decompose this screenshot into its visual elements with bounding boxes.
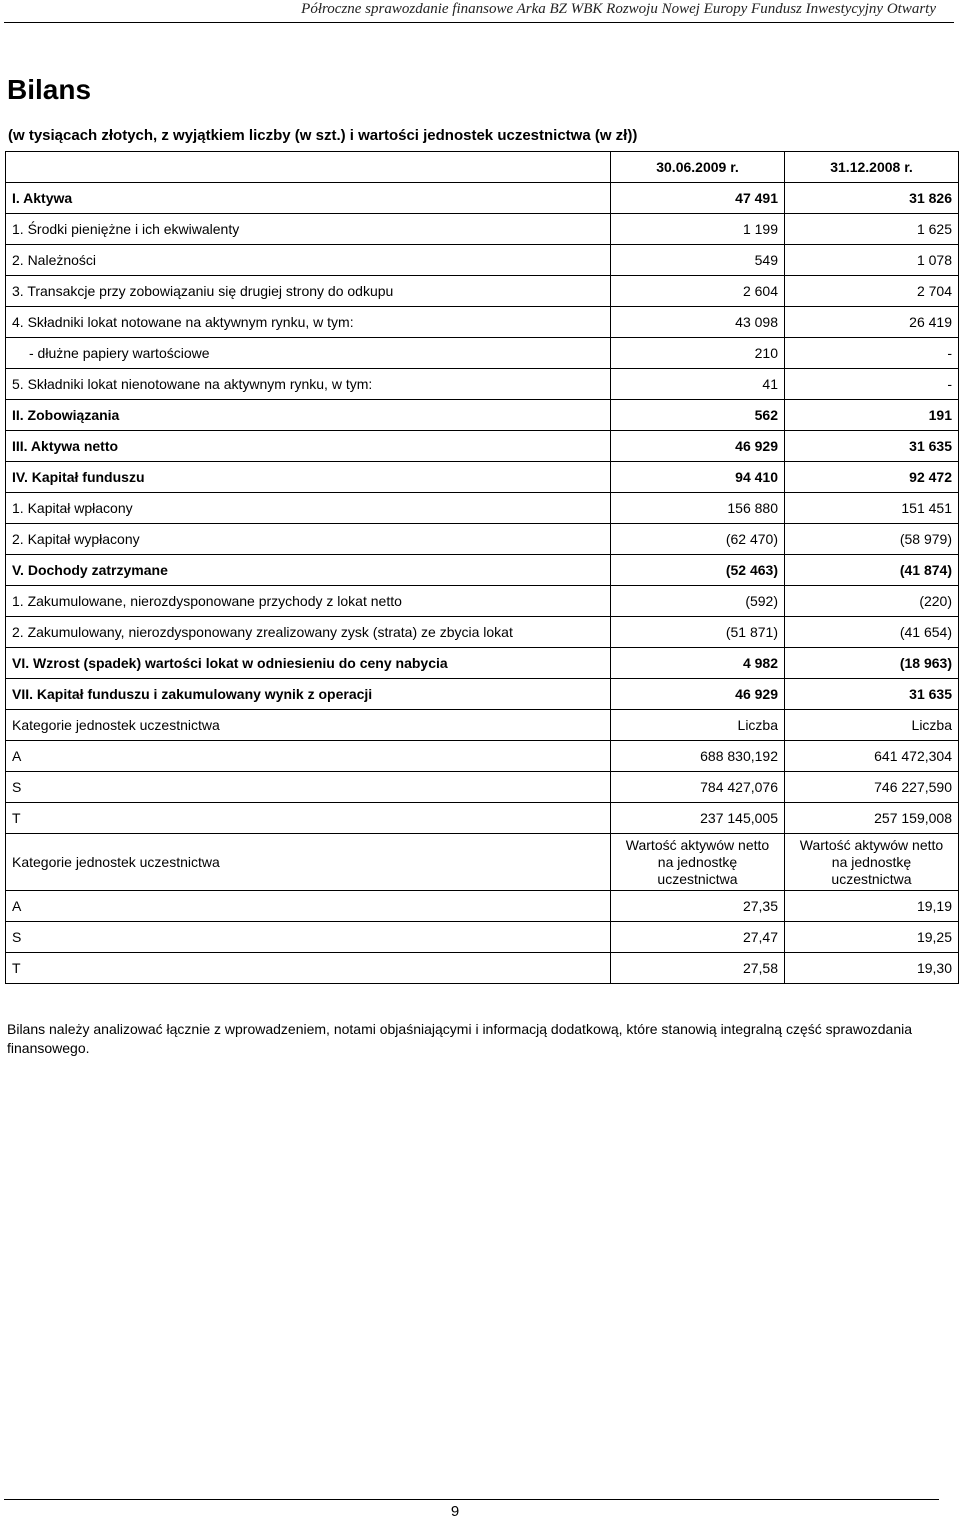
header-date-1: 30.06.2009 r. xyxy=(611,152,785,183)
row-label: 4. Składniki lokat notowane na aktywnym rynku, w tym: xyxy=(6,307,611,338)
unit-category: A xyxy=(6,741,611,772)
row-value-2009: (52 463) xyxy=(611,555,785,586)
table-row xyxy=(6,586,959,617)
row-value-2009: 156 880 xyxy=(611,493,785,524)
table-row xyxy=(6,431,959,462)
nav-header-2: Wartość aktywów netto na jednostkę uczestnictwa xyxy=(785,834,959,891)
row-value-2008: (220) xyxy=(785,586,959,617)
nav-category: S xyxy=(6,922,611,953)
row-label: 5. Składniki lokat nienotowane na aktywnym rynku, w tym: xyxy=(6,369,611,400)
row-label: 2. Zakumulowany, nierozdysponowany zrealizowany zysk (strata) ze zbycia lokat xyxy=(6,617,611,648)
row-value-2009: 47 491 xyxy=(611,183,785,214)
running-header: Półroczne sprawozdanie finansowe Arka BZ WBK Rozwoju Nowej Europy Fundusz Inwestycyjny Otwarty xyxy=(301,1,936,17)
unit-count-2008: 641 472,304 xyxy=(785,741,959,772)
row-value-2009: (592) xyxy=(611,586,785,617)
nav-value-2008: 19,30 xyxy=(785,953,959,984)
unit-category: T xyxy=(6,803,611,834)
row-value-2008: 31 826 xyxy=(785,183,959,214)
units-header-row xyxy=(6,710,959,741)
table-row xyxy=(6,524,959,555)
nav-header-row xyxy=(6,834,959,891)
row-value-2008: 151 451 xyxy=(785,493,959,524)
balance-sheet-body xyxy=(6,152,959,984)
table-row xyxy=(6,245,959,276)
row-label: 2. Należności xyxy=(6,245,611,276)
row-value-2009: 46 929 xyxy=(611,679,785,710)
balance-sheet-table xyxy=(5,151,959,984)
row-value-2009: 4 982 xyxy=(611,648,785,679)
unit-count-2009: 237 145,005 xyxy=(611,803,785,834)
row-label: 3. Transakcje przy zobowiązaniu się drugiej strony do odkupu xyxy=(6,276,611,307)
row-value-2008: - xyxy=(785,369,959,400)
row-value-2008: 31 635 xyxy=(785,431,959,462)
unit-count-2009: 784 427,076 xyxy=(611,772,785,803)
table-row xyxy=(6,617,959,648)
unit-category: S xyxy=(6,772,611,803)
table-row xyxy=(6,369,959,400)
row-value-2009: 562 xyxy=(611,400,785,431)
row-value-2008: 92 472 xyxy=(785,462,959,493)
table-row xyxy=(6,953,959,984)
row-value-2009: 549 xyxy=(611,245,785,276)
row-label: VI. Wzrost (spadek) wartości lokat w odniesieniu do ceny nabycia xyxy=(6,648,611,679)
unit-count-2008: 746 227,590 xyxy=(785,772,959,803)
page-number: 9 xyxy=(450,1503,460,1520)
row-value-2009: (51 871) xyxy=(611,617,785,648)
table-row xyxy=(6,462,959,493)
table-row xyxy=(6,338,959,369)
table-row xyxy=(6,772,959,803)
row-label: 2. Kapitał wypłacony xyxy=(6,524,611,555)
row-value-2009: 41 xyxy=(611,369,785,400)
row-value-2009: (62 470) xyxy=(611,524,785,555)
footnote: Bilans należy analizować łącznie z wprowadzeniem, notami objaśniającymi i informacją dodatkową, które stanowią integralną część sprawozdania finansowego. xyxy=(7,1021,913,1056)
unit-count-2009: 688 830,192 xyxy=(611,741,785,772)
row-label: 1. Zakumulowane, nierozdysponowane przychody z lokat netto xyxy=(6,586,611,617)
table-row xyxy=(6,679,959,710)
table-row xyxy=(6,307,959,338)
footer-rule xyxy=(4,1499,939,1500)
row-value-2009: 43 098 xyxy=(611,307,785,338)
table-header-row xyxy=(6,152,959,183)
table-row xyxy=(6,214,959,245)
nav-header-label: Kategorie jednostek uczestnictwa xyxy=(6,834,611,891)
nav-value-2008: 19,25 xyxy=(785,922,959,953)
nav-value-2009: 27,58 xyxy=(611,953,785,984)
row-value-2009: 1 199 xyxy=(611,214,785,245)
units-header-label: Kategorie jednostek uczestnictwa xyxy=(6,710,611,741)
row-value-2008: (58 979) xyxy=(785,524,959,555)
row-value-2008: (18 963) xyxy=(785,648,959,679)
row-label: II. Zobowiązania xyxy=(6,400,611,431)
row-value-2009: 94 410 xyxy=(611,462,785,493)
header-rule xyxy=(4,22,954,23)
table-row xyxy=(6,891,959,922)
row-value-2009: 210 xyxy=(611,338,785,369)
header-label-cell xyxy=(6,152,611,183)
row-value-2008: - xyxy=(785,338,959,369)
row-value-2008: 1 625 xyxy=(785,214,959,245)
row-label: - dłużne papiery wartościowe xyxy=(6,338,611,369)
nav-value-2008: 19,19 xyxy=(785,891,959,922)
row-value-2008: 2 704 xyxy=(785,276,959,307)
table-row xyxy=(6,555,959,586)
row-label: I. Aktywa xyxy=(6,183,611,214)
row-label: VII. Kapitał funduszu i zakumulowany wynik z operacji xyxy=(6,679,611,710)
table-row xyxy=(6,183,959,214)
row-value-2008: 31 635 xyxy=(785,679,959,710)
row-label: III. Aktywa netto xyxy=(6,431,611,462)
row-value-2009: 2 604 xyxy=(611,276,785,307)
row-value-2008: (41 874) xyxy=(785,555,959,586)
row-value-2008: 1 078 xyxy=(785,245,959,276)
table-row xyxy=(6,922,959,953)
table-row xyxy=(6,493,959,524)
page-title: Bilans xyxy=(7,74,92,105)
units-header-count-1: Liczba xyxy=(611,710,785,741)
row-label: V. Dochody zatrzymane xyxy=(6,555,611,586)
row-value-2009: 46 929 xyxy=(611,431,785,462)
row-value-2008: (41 654) xyxy=(785,617,959,648)
table-row xyxy=(6,276,959,307)
row-value-2008: 191 xyxy=(785,400,959,431)
row-label: 1. Środki pieniężne i ich ekwiwalenty xyxy=(6,214,611,245)
nav-value-2009: 27,35 xyxy=(611,891,785,922)
unit-count-2008: 257 159,008 xyxy=(785,803,959,834)
nav-category: A xyxy=(6,891,611,922)
row-label: 1. Kapitał wpłacony xyxy=(6,493,611,524)
nav-category: T xyxy=(6,953,611,984)
table-row xyxy=(6,803,959,834)
page-subtitle: (w tysiącach złotych, z wyjątkiem liczby (w szt.) i wartości jednostek uczestnictwa (w zł)) xyxy=(8,127,638,144)
nav-header-1: Wartość aktywów netto na jednostkę uczestnictwa xyxy=(611,834,785,891)
table-row xyxy=(6,741,959,772)
units-header-count-2: Liczba xyxy=(785,710,959,741)
nav-value-2009: 27,47 xyxy=(611,922,785,953)
table-row xyxy=(6,400,959,431)
row-value-2008: 26 419 xyxy=(785,307,959,338)
header-date-2: 31.12.2008 r. xyxy=(785,152,959,183)
row-label: IV. Kapitał funduszu xyxy=(6,462,611,493)
table-row xyxy=(6,648,959,679)
